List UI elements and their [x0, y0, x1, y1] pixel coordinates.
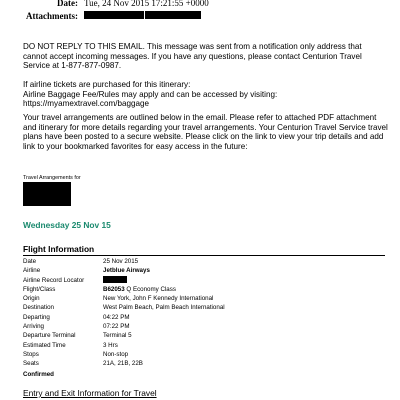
row-label: Destination: [23, 304, 54, 312]
attachment-redacted[interactable]: [84, 11, 144, 19]
attachments-label: Attachments:: [26, 11, 78, 21]
confirmed-status: Confirmed: [23, 371, 54, 378]
row-stops: [23, 350, 385, 359]
baggage-info: [23, 80, 388, 109]
row-label: Arriving: [23, 323, 44, 331]
flight-details-table: [23, 257, 385, 369]
row-label: Departure Terminal: [23, 332, 76, 340]
row-flight-class: [23, 285, 385, 294]
departing-value: 04:22 PM: [103, 313, 130, 321]
row-label: Airline Record Locator: [23, 276, 85, 284]
row-label: Departing: [23, 313, 50, 321]
origin-value: New York, John F Kennedy International: [103, 295, 214, 303]
row-estimated-time: [23, 341, 385, 350]
flight-date: 25 Nov 2015: [103, 258, 139, 265]
fare-class: Q Economy Class: [124, 285, 176, 293]
row-departure-terminal: [23, 331, 385, 340]
traveler-name-redacted: [23, 182, 71, 206]
row-date: [23, 257, 385, 266]
baggage-line-1: If airline tickets are purchased for this itinerary:: [23, 80, 191, 89]
flight-class: [103, 285, 176, 294]
row-arriving: [23, 322, 385, 331]
row-label: Date: [23, 258, 37, 265]
email-header: [0, 0, 400, 26]
row-seats: [23, 359, 385, 368]
travel-arrangements-for-label: Travel Arrangements for: [23, 175, 81, 181]
record-locator-redacted: [103, 276, 127, 285]
row-label: Seats: [23, 360, 39, 368]
row-label: Flight/Class: [23, 285, 56, 293]
row-origin: [23, 294, 385, 303]
seats-value: 21A, 21B, 22B: [103, 360, 143, 368]
day-heading: Wednesday 25 Nov 15: [23, 220, 111, 230]
arrangements-text: Your travel arrangements are outlined below in the email. Please refer to attached PDF attachment and itinerary for more details regarding your travel arrangements. Your Centurion Travel Service travel plans have been posted to a secure website. Please click on the link to view your trip details and add link to your bookmarked favorites for easy access in the future:: [23, 113, 388, 151]
no-reply-notice: DO NOT REPLY TO THIS EMAIL. This message was sent from a notification only address that cannot accept incoming messages. If you have any questions, please contact Centurion Travel Service at 1-877-877-0987.: [23, 42, 362, 71]
row-label: Origin: [23, 295, 40, 303]
row-label: Airline: [23, 267, 41, 275]
attachment-redacted[interactable]: [145, 11, 201, 19]
entry-exit-link[interactable]: Entry and Exit Information for Travel: [23, 388, 157, 398]
row-departing: [23, 313, 385, 322]
estimated-time-value: 3 Hrs: [103, 341, 118, 349]
baggage-line-2: Airline Baggage Fee/Rules may apply and can be accessed by visiting:: [23, 89, 278, 99]
date-label: Date:: [57, 0, 78, 8]
row-airline: [23, 266, 385, 275]
stops-value: Non-stop: [103, 350, 129, 358]
arriving-value: 07:22 PM: [103, 323, 130, 331]
row-label: Estimated Time: [23, 341, 66, 349]
section-divider: [23, 255, 385, 256]
destination-value: West Palm Beach, Palm Beach International: [103, 304, 225, 312]
flight-section-title: Flight Information: [23, 244, 95, 254]
row-label: Stops: [23, 350, 39, 358]
row-destination: [23, 303, 385, 312]
row-record-locator: [23, 276, 385, 285]
date-value: Tue, 24 Nov 2015 17:21:55 +0000: [84, 0, 209, 8]
airline-name: Jetblue Airways: [103, 267, 150, 275]
baggage-link[interactable]: https://myamextravel.com/baggage: [23, 99, 149, 109]
terminal-value: Terminal 5: [103, 332, 132, 340]
flight-number: B62053: [103, 285, 125, 293]
